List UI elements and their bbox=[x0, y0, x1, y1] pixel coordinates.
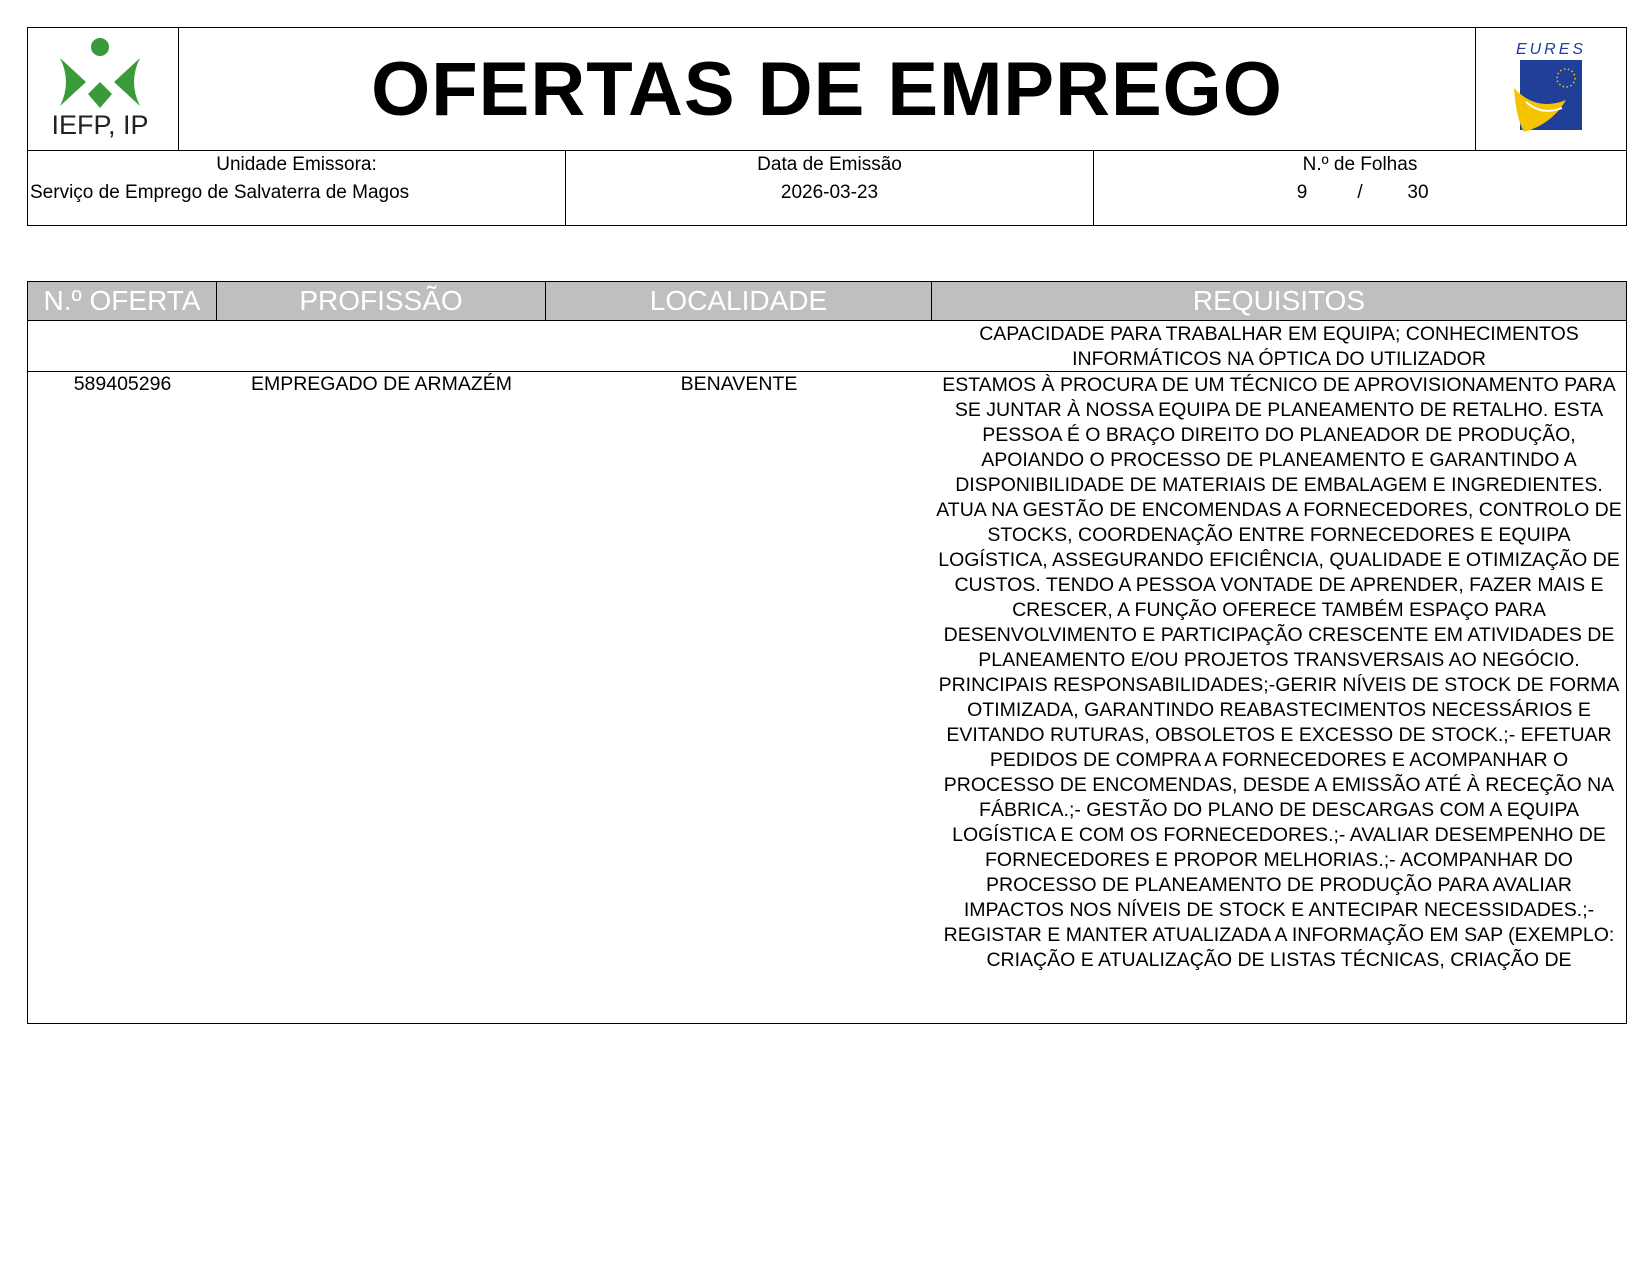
eures-logo bbox=[1475, 28, 1626, 150]
eures-logo-icon bbox=[1476, 28, 1626, 148]
cell-requisitos: ESTAMOS À PROCURA DE UM TÉCNICO DE APROVISIONAMENTO PARA SE JUNTAR À NOSSA EQUIPA DE PLANEAMENTO DE RETALHO. ESTA PESSOA É O BRAÇO DIREITO DO PLANEADOR DE PRODUÇÃO, APOIANDO O PROCESSO DE PLANEAMENTO E GARANTINDO A DISPONIBILIDADE DE MATERIAIS DE EMBALAGEM E INGREDIENTES. ATUA NA GESTÃO DE ENCOMENDAS A FORNECEDORES, CONTROLO DE STOCKS, COORDENAÇÃO ENTRE FORNECEDORES E EQUIPA LOGÍSTICA, ASSEGURANDO EFICIÊNCIA, QUALIDADE E OTIMIZAÇÃO DE CUSTOS. TENDO A PESSOA VONTADE DE APRENDER, FAZER MAIS E CRESCER, A FUNÇÃO OFERECE TAMBÉM ESPAÇO PARA DESENVOLVIMENTO E PARTICIPAÇÃO CRESCENTE EM ATIVIDADES DE PLANEAMENTO E/OU PROJETOS TRANSVERSAIS AO NEGÓCIO. PRINCIPAIS RESPONSABILIDADES;-GERIR NÍVEIS DE STOCK DE FORMA OTIMIZADA, GARANTINDO REABASTECIMENTOS NECESSÁRIOS E EVITANDO RUTURAS, OBSOLETOS E EXCESSO DE STOCK.;- EFETUAR PEDIDOS DE COMPRA A FORNECEDORES E ACOMPANHAR O PROCESSO DE ENCOMENDAS, DESDE A EMISSÃO ATÉ À RECEÇÃO NA FÁBRICA.;- GESTÃO DO PLANO DE DESCARGAS COM A EQUIPA LOGÍSTICA E COM OS FORNECEDORES.;- AVALIAR DESEMPENHO DE FORNECEDORES E PROPOR MELHORIAS.;- ACOMPANHAR DO PROCESSO DE PLANEAMENTO DE PRODUÇÃO PARA AVALIAR IMPACTOS NOS NÍVEIS DE STOCK E ANTECIPAR NECESSIDADES.;- REGISTAR E MANTER ATUALIZADA A INFORMAÇÃO EM SAP (EXEMPLO: CRIAÇÃO E ATUALIZAÇÃO DE LISTAS TÉCNICAS, CRIAÇÃO DE bbox=[936, 374, 1622, 971]
document-header bbox=[27, 27, 1627, 226]
offers-table bbox=[27, 281, 1627, 1024]
folhas-current: 9 bbox=[1296, 182, 1308, 203]
unidade-emissora-value: Serviço de Emprego de Salvaterra de Magos bbox=[30, 182, 410, 203]
column-header-localidade: LOCALIDADE bbox=[546, 282, 932, 320]
cell-profissao bbox=[217, 321, 546, 371]
column-header-profissao: PROFISSÃO bbox=[217, 282, 546, 320]
folhas-cell bbox=[1094, 151, 1626, 225]
column-header-oferta: N.º OFERTA bbox=[28, 282, 217, 320]
unidade-emissora-cell bbox=[28, 151, 566, 225]
cell-oferta: 589405296 bbox=[73, 373, 172, 395]
cell-localidade: BENAVENTE bbox=[680, 373, 798, 395]
unidade-emissora-label: Unidade Emissora: bbox=[216, 154, 377, 175]
data-emissao-value: 2026-03-23 bbox=[780, 182, 879, 203]
cell-oferta bbox=[28, 321, 217, 371]
table-header bbox=[28, 282, 1626, 321]
folhas-label: N.º de Folhas bbox=[1302, 154, 1418, 175]
table-row bbox=[28, 372, 1626, 1023]
folhas-value bbox=[1094, 182, 1626, 204]
eures-logo-text: EURES bbox=[1515, 41, 1587, 58]
iefp-logo-text: IEFP, IP bbox=[51, 110, 149, 140]
page-title: OFERTAS DE EMPREGO bbox=[371, 46, 1283, 132]
table-row bbox=[28, 321, 1626, 372]
data-emissao-label: Data de Emissão bbox=[757, 154, 902, 175]
folhas-separator: / bbox=[1357, 182, 1363, 203]
info-row bbox=[28, 150, 1626, 225]
cell-profissao: EMPREGADO DE ARMAZÉM bbox=[250, 373, 513, 395]
cell-localidade bbox=[546, 321, 932, 371]
column-header-requisitos: REQUISITOS bbox=[1192, 285, 1366, 316]
cell-requisitos: CAPACIDADE PARA TRABALHAR EM EQUIPA; CONHECIMENTOS INFORMÁTICOS NA ÓPTICA DO UTILIZADOR bbox=[979, 323, 1579, 370]
folhas-total: 30 bbox=[1407, 182, 1429, 203]
data-emissao-cell bbox=[566, 151, 1094, 225]
iefp-logo bbox=[28, 28, 179, 150]
iefp-logo-icon bbox=[28, 28, 178, 148]
